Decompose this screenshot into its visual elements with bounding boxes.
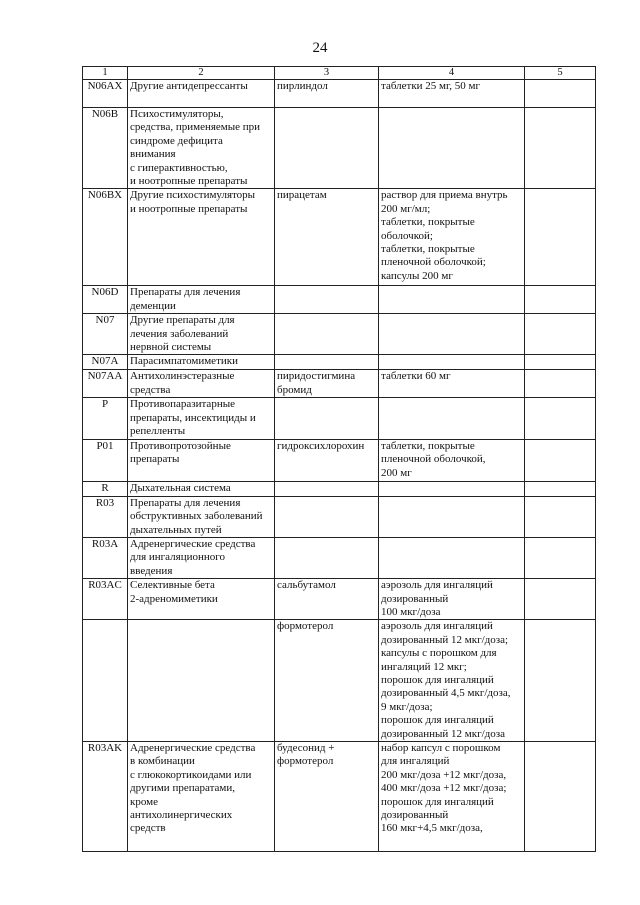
cell-note <box>525 579 596 620</box>
header-col-5: 5 <box>525 67 596 80</box>
cell-code: P01 <box>83 439 128 481</box>
cell-form <box>379 314 525 355</box>
cell-inn <box>275 286 379 314</box>
cell-name: Другие психостимуляторы и ноотропные препараты <box>128 189 275 286</box>
table-row <box>83 314 596 355</box>
cell-inn <box>275 481 379 496</box>
table-row <box>83 80 596 108</box>
table-row <box>83 108 596 189</box>
cell-code: N07A <box>83 355 128 370</box>
cell-code <box>83 620 128 742</box>
cell-form: таблетки 25 мг, 50 мг <box>379 80 525 108</box>
header-col-3: 3 <box>275 67 379 80</box>
cell-code: N06AX <box>83 80 128 108</box>
cell-note <box>525 439 596 481</box>
cell-form <box>379 481 525 496</box>
cell-form <box>379 108 525 189</box>
table-row <box>83 742 596 852</box>
table-row <box>83 496 596 537</box>
cell-code: N06D <box>83 286 128 314</box>
table-row <box>83 189 596 286</box>
cell-note <box>525 80 596 108</box>
page-number: 24 <box>312 40 328 56</box>
cell-code: N06BX <box>83 189 128 286</box>
cell-note <box>525 355 596 370</box>
cell-inn: пирлиндол <box>275 80 379 108</box>
cell-form <box>379 355 525 370</box>
cell-name: Противопротозойные препараты <box>128 439 275 481</box>
cell-inn: гидроксихлорохин <box>275 439 379 481</box>
cell-note <box>525 108 596 189</box>
cell-code: N06B <box>83 108 128 189</box>
cell-note <box>525 286 596 314</box>
drug-table <box>82 66 596 852</box>
cell-name: Другие препараты для лечения заболеваний нервной системы <box>128 314 275 355</box>
header-col-2: 2 <box>128 67 275 80</box>
cell-form <box>379 286 525 314</box>
table-row <box>83 370 596 398</box>
cell-inn: формотерол <box>275 620 379 742</box>
cell-name: Селективные бета 2-адреномиметики <box>128 579 275 620</box>
header-row <box>83 67 596 80</box>
cell-inn: сальбутамол <box>275 579 379 620</box>
cell-code: R03AC <box>83 579 128 620</box>
cell-note <box>525 620 596 742</box>
cell-code: N07 <box>83 314 128 355</box>
cell-name: Парасимпатомиметики <box>128 355 275 370</box>
cell-name: Психостимуляторы, средства, применяемые при синдроме дефицита внимания с гиперактивностью, и ноотропные препараты <box>128 108 275 189</box>
header-col-1: 1 <box>83 67 128 80</box>
table-row <box>83 355 596 370</box>
cell-inn: пиридостигмина бромид <box>275 370 379 398</box>
cell-inn <box>275 496 379 537</box>
table-row <box>83 481 596 496</box>
cell-name: Препараты для лечения обструктивных заболеваний дыхательных путей <box>128 496 275 537</box>
cell-name: Антихолинэстеразные средства <box>128 370 275 398</box>
cell-form <box>379 496 525 537</box>
cell-note <box>525 537 596 578</box>
cell-code: R03 <box>83 496 128 537</box>
cell-inn <box>275 537 379 578</box>
cell-code: N07AA <box>83 370 128 398</box>
table-row <box>83 579 596 620</box>
cell-form: раствор для приема внутрь 200 мг/мл; таблетки, покрытые оболочкой; таблетки, покрытые пленочной оболочкой; капсулы 200 мг <box>379 189 525 286</box>
cell-code: R <box>83 481 128 496</box>
cell-inn: будесонид + формотерол <box>275 742 379 852</box>
cell-inn: пирацетам <box>275 189 379 286</box>
header-col-4: 4 <box>379 67 525 80</box>
cell-form: аэрозоль для ингаляций дозированный 100 мкг/доза <box>379 579 525 620</box>
table-row <box>83 286 596 314</box>
cell-name: Адренергические средства для ингаляционного введения <box>128 537 275 578</box>
cell-name <box>128 620 275 742</box>
cell-inn <box>275 314 379 355</box>
cell-name: Дыхательная система <box>128 481 275 496</box>
cell-note <box>525 314 596 355</box>
cell-form <box>379 398 525 439</box>
cell-code: R03A <box>83 537 128 578</box>
cell-note <box>525 496 596 537</box>
cell-form: аэрозоль для ингаляций дозированный 12 мкг/доза; капсулы с порошком для ингаляций 12 мкг; порошок для ингаляций дозированный 4,5 мкг/доза, 9 мкг/доза; порошок для ингаляций дозированный 12 мкг/доза <box>379 620 525 742</box>
cell-inn <box>275 355 379 370</box>
cell-code: P <box>83 398 128 439</box>
cell-note <box>525 370 596 398</box>
cell-note <box>525 481 596 496</box>
table-row <box>83 398 596 439</box>
cell-form: таблетки 60 мг <box>379 370 525 398</box>
cell-form: таблетки, покрытые пленочной оболочкой, 200 мг <box>379 439 525 481</box>
cell-inn <box>275 108 379 189</box>
cell-note <box>525 189 596 286</box>
cell-inn <box>275 398 379 439</box>
table-row <box>83 439 596 481</box>
cell-name: Адренергические средства в комбинации с глюкокортикоидами или другими препаратами, кроме антихолинергических средств <box>128 742 275 852</box>
cell-name: Другие антидепрессанты <box>128 80 275 108</box>
table-row <box>83 537 596 578</box>
cell-code: R03AK <box>83 742 128 852</box>
cell-form: набор капсул с порошком для ингаляций 200 мкг/доза +12 мкг/доза, 400 мкг/доза +12 мкг/доза; порошок для ингаляций дозированный 160 мкг+4,5 мкг/доза, <box>379 742 525 852</box>
cell-form <box>379 537 525 578</box>
table-row <box>83 620 596 742</box>
cell-name: Противопаразитарные препараты, инсектициды и репелленты <box>128 398 275 439</box>
cell-note <box>525 742 596 852</box>
cell-name: Препараты для лечения деменции <box>128 286 275 314</box>
cell-note <box>525 398 596 439</box>
